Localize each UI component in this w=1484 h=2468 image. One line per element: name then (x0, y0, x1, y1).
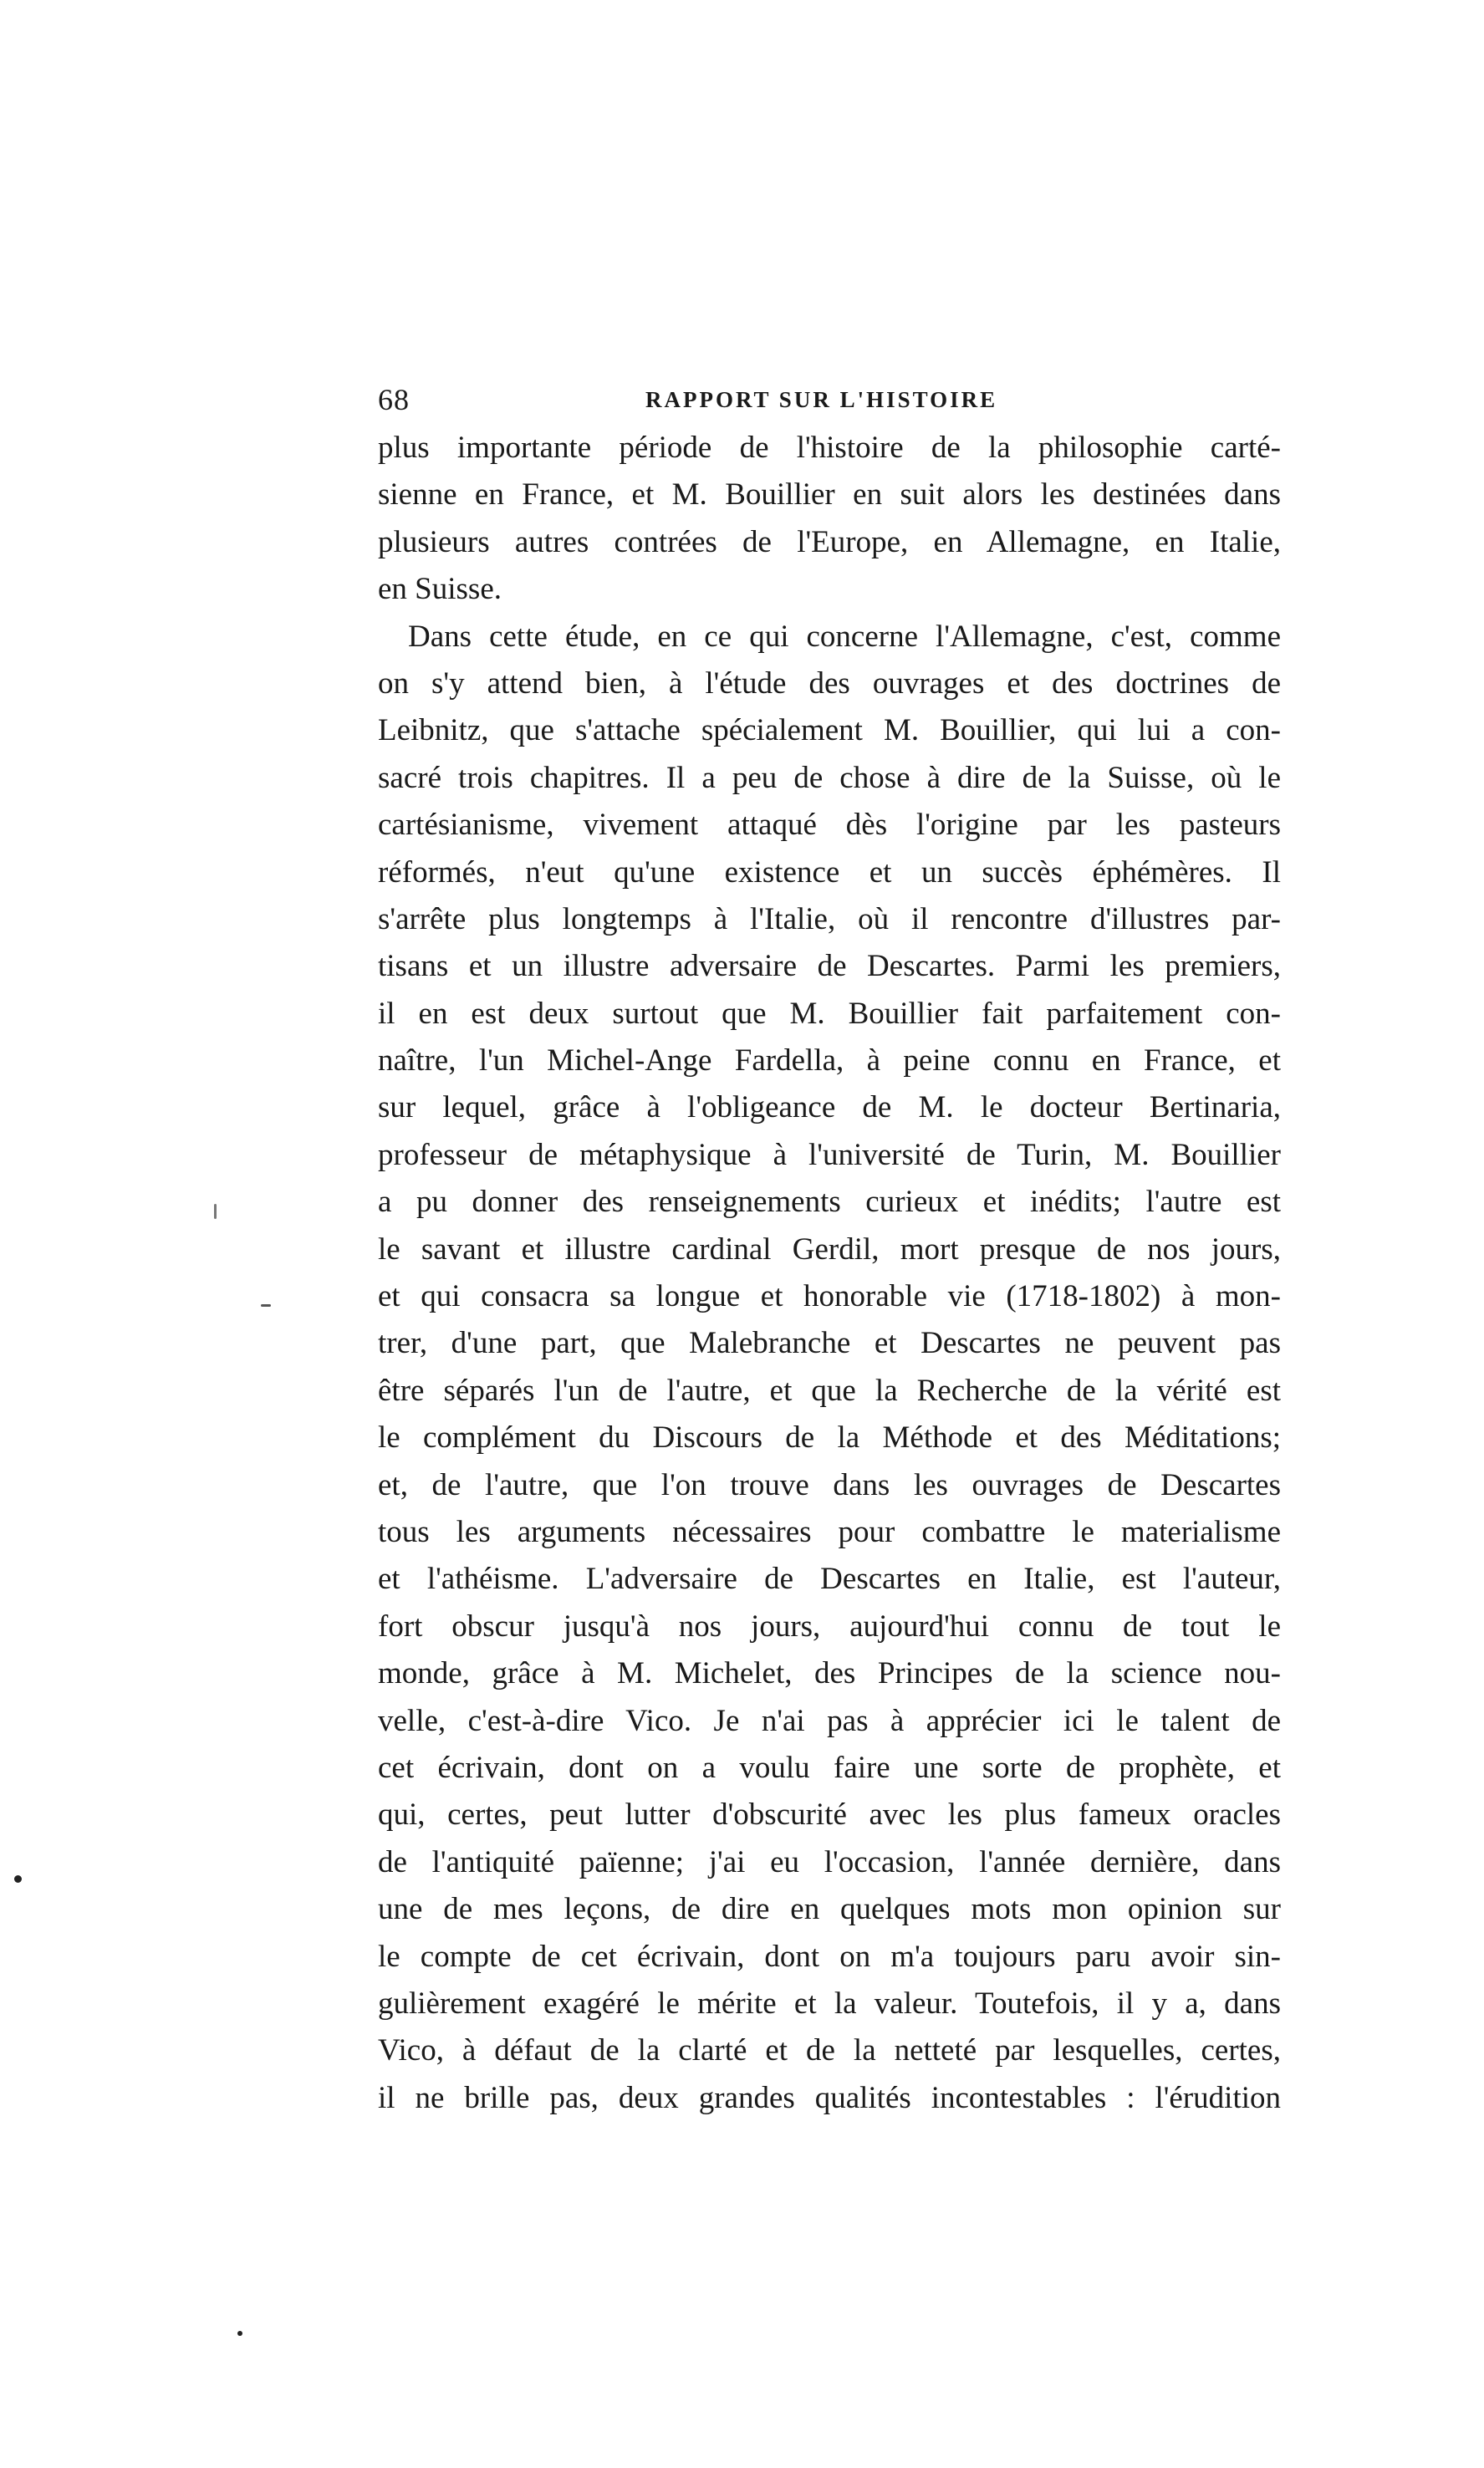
text-line: plusieurs autres contrées de l'Europe, en Allemagne, en Italie, (378, 524, 1281, 559)
text-line: être séparés l'un de l'autre, et que la Recherche de la vérité est (378, 1373, 1281, 1408)
text-line: et, de l'autre, que l'on trouve dans les ouvrages de Descartes (378, 1467, 1281, 1502)
text-line: a pu donner des renseignements curieux et inédits; l'autre est (378, 1185, 1281, 1220)
text-line: de l'antiquité païenne; j'ai eu l'occasion, l'année dernière, dans (378, 1844, 1281, 1879)
text-line: tous les arguments nécessaires pour combattre le materialisme (378, 1514, 1281, 1549)
page-header (378, 375, 1281, 425)
text-line: sur lequel, grâce à l'obligeance de M. le docteur Bertinaria, (378, 1090, 1281, 1125)
text-line: naître, l'un Michel-Ange Fardella, à peine connu en France, et (378, 1043, 1281, 1078)
text-line: cartésianisme, vivement attaqué dès l'origine par les pasteurs (378, 808, 1281, 843)
text-line: en Suisse. (378, 572, 502, 607)
scan-speck (261, 1304, 271, 1307)
text-line: velle, c'est-à-dire Vico. Je n'ai pas à apprécier ici le talent de (378, 1703, 1281, 1738)
text-line: il ne brille pas, deux grandes qualités incontestables : l'érudition (378, 2080, 1281, 2115)
text-line: et l'athéisme. L'adversaire de Descartes en Italie, est l'auteur, (378, 1562, 1281, 1597)
text-line: Dans cette étude, en ce qui concerne l'Allemagne, c'est, comme (408, 619, 1281, 654)
text-line: le compte de cet écrivain, dont on m'a toujours paru avoir sin- (378, 1939, 1281, 1974)
page-number: 68 (378, 383, 410, 416)
text-line: gulièrement exagéré le mérite et la valeur. Toutefois, il y a, dans (378, 1986, 1281, 2021)
text-line: cet écrivain, dont on a voulu faire une sorte de prophète, et (378, 1750, 1281, 1785)
text-line: monde, grâce à M. Michelet, des Principes de la science nou- (378, 1656, 1281, 1691)
text-line: professeur de métaphysique à l'université de Turin, M. Bouillier (378, 1137, 1281, 1172)
text-line: fort obscur jusqu'à nos jours, aujourd'hui connu de tout le (378, 1609, 1281, 1644)
text-line: trer, d'une part, que Malebranche et Descartes ne peuvent pas (378, 1326, 1281, 1361)
text-line: Leibnitz, que s'attache spécialement M. Bouillier, qui lui a con- (378, 713, 1281, 748)
text-line: une de mes leçons, de dire en quelques mots mon opinion sur (378, 1892, 1281, 1927)
running-head: RAPPORT SUR L'HISTOIRE (645, 387, 998, 412)
text-line: s'arrête plus longtemps à l'Italie, où il rencontre d'illustres par- (378, 901, 1281, 936)
text-line: le complément du Discours de la Méthode et des Méditations; (378, 1420, 1281, 1456)
body-text (378, 425, 1281, 2122)
text-line: réformés, n'eut qu'une existence et un succès éphémères. Il (378, 854, 1281, 890)
scan-speck (14, 1875, 22, 1883)
text-line: tisans et un illustre adversaire de Descartes. Parmi les premiers, (378, 949, 1281, 984)
text-line: sienne en France, et M. Bouillier en suit alors les destinées dans (378, 477, 1281, 512)
text-line: il en est deux surtout que M. Bouillier fait parfaitement con- (378, 996, 1281, 1031)
scan-speck (237, 2331, 242, 2336)
text-line: plus importante période de l'histoire de la philosophie carté- (378, 431, 1281, 465)
text-line: sacré trois chapitres. Il a peu de chose à dire de la Suisse, où le (378, 760, 1281, 795)
text-line: qui, certes, peut lutter d'obscurité avec les plus fameux oracles (378, 1797, 1281, 1833)
text-line: Vico, à défaut de la clarté et de la netteté par lesquelles, certes, (378, 2033, 1281, 2068)
scan-speck (214, 1204, 217, 1219)
text-line: et qui consacra sa longue et honorable vie (1718-1802) à mon- (378, 1279, 1281, 1314)
text-line: le savant et illustre cardinal Gerdil, mort presque de nos jours, (378, 1231, 1281, 1267)
text-line: on s'y attend bien, à l'étude des ouvrages et des doctrines de (378, 665, 1281, 701)
